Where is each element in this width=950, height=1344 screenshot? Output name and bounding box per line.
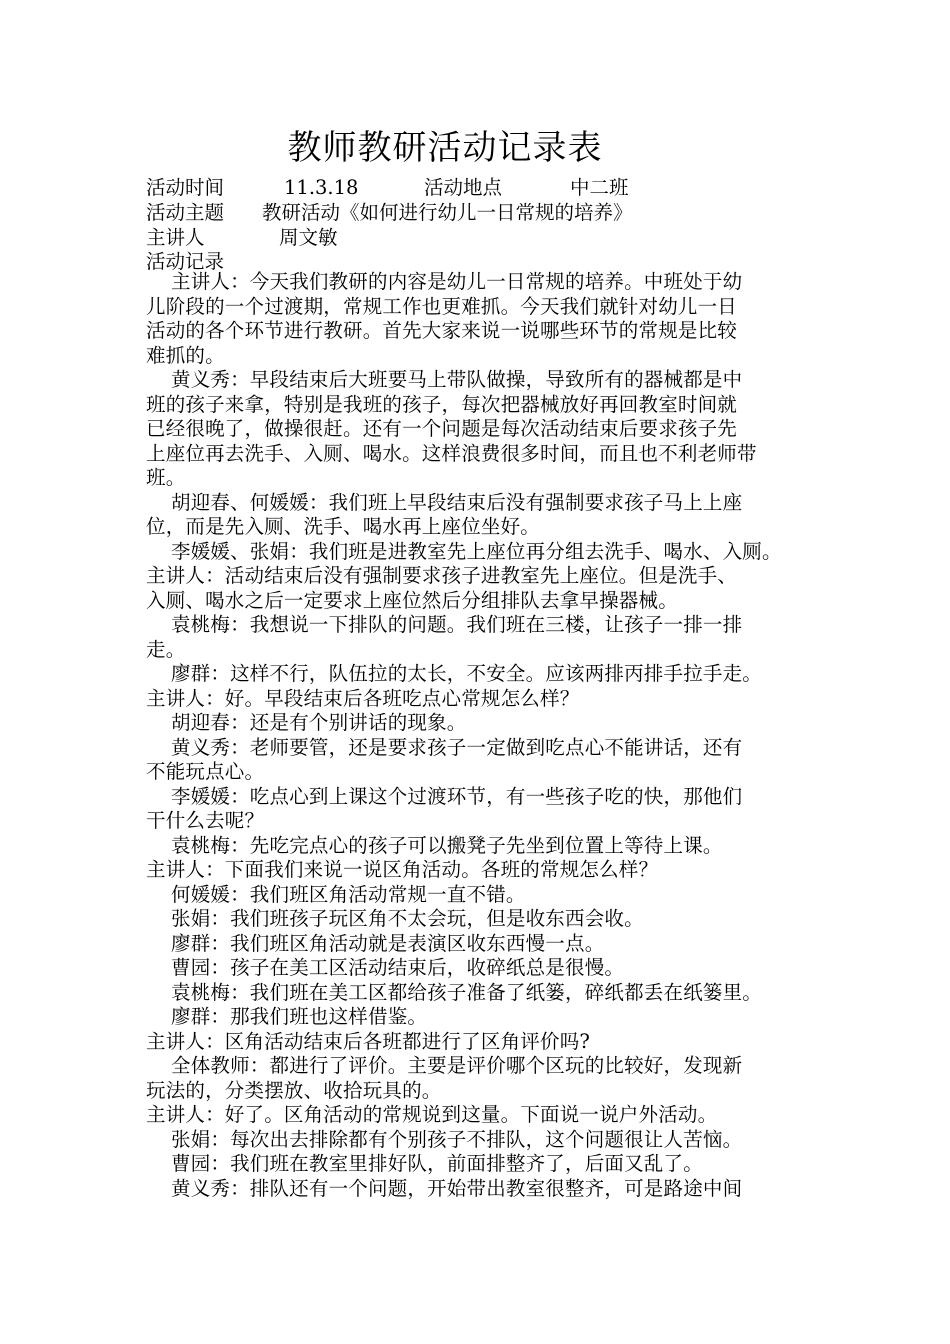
activity-place-value: 中二班 — [570, 176, 629, 199]
record-line: 主讲人：下面我们来说一说区角活动。各班的常规怎么样？ — [146, 858, 659, 881]
activity-time-label: 活动时间 — [146, 176, 225, 199]
record-line: 黄义秀：早段结束后大班要马上带队做操，导致所有的器械都是中 — [171, 368, 743, 391]
record-line: 廖群：我们班区角活动就是表演区收东西慢一点。 — [171, 931, 605, 955]
record-line: 何媛媛：我们班区角活动常规一直不错。 — [171, 882, 526, 906]
record-line: 班。 — [146, 466, 186, 489]
record-line: 难抓的。 — [146, 343, 225, 367]
record-line: 玩法的，分类摆放、收拾玩具的。 — [146, 1078, 442, 1102]
record-line: 已经很晚了，做操很赶。还有一个问题是每次活动结束后要求孩子先 — [146, 417, 738, 440]
speaker-label: 主讲人 — [146, 226, 205, 249]
record-line: 入厕、喝水之后一定要求上座位然后分组排队去拿早操器械。 — [146, 588, 678, 612]
record-label: 活动记录 — [146, 250, 225, 273]
record-line: 袁桃梅：我们班在美工区都给孩子准备了纸篓，碎纸都丢在纸篓里。 — [171, 980, 763, 1004]
document-title: 教师教研活动记录表 — [287, 128, 603, 168]
record-line: 走。 — [146, 637, 186, 661]
topic-row — [146, 200, 846, 225]
record-line: 班的孩子来拿，特别是我班的孩子，每次把器械放好再回教室时间就 — [146, 392, 738, 416]
record-line: 黄义秀：老师要管，还是要求孩子一定做到吃点心不能讲话，还有 — [171, 735, 743, 759]
record-line: 位，而是先入厕、洗手、喝水再上座位坐好。 — [146, 515, 541, 538]
speaker-row — [146, 225, 846, 250]
record-line: 张娟：我们班孩子玩区角不太会玩，但是收东西会收。 — [171, 907, 644, 930]
record-line: 不能玩点心。 — [146, 760, 265, 783]
record-line: 曹园：我们班在教室里排好队，前面排整齐了，后面又乱了。 — [171, 1152, 703, 1175]
record-line: 袁桃梅：先吃完点心的孩子可以搬凳子先坐到位置上等待上课。 — [171, 833, 723, 857]
record-line: 黄义秀：排队还有一个问题，开始带出教室很整齐，可是路途中间 — [171, 1176, 743, 1200]
record-line: 张娟：每次出去排除都有个别孩子不排队，这个问题很让人苦恼。 — [171, 1127, 743, 1151]
speaker-value: 周文敏 — [279, 226, 338, 249]
record-line: 主讲人：活动结束后没有强制要求孩子进教室先上座位。但是洗手、 — [146, 564, 738, 587]
record-line: 主讲人：今天我们教研的内容是幼儿一日常规的培养。中班处于幼 — [171, 270, 743, 293]
record-line: 廖群：这样不行，队伍拉的太长，不安全。应该两排丙排手拉手走。 — [171, 662, 763, 685]
topic-label: 活动主题 — [146, 201, 225, 224]
record-line: 全体教师：都进行了评价。主要是评价哪个区玩的比较好，发现新 — [171, 1054, 743, 1077]
record-line: 曹园：孩子在美工区活动结束后，收碎纸总是很慢。 — [171, 956, 625, 979]
record-line: 李媛媛：吃点心到上课这个过渡环节，有一些孩子吃的快，那他们 — [171, 784, 743, 808]
record-line: 儿阶段的一个过渡期，常规工作也更难抓。今天我们就针对幼儿一日 — [146, 294, 738, 318]
record-line: 主讲人：好。早段结束后各班吃点心常规怎么样？ — [146, 686, 580, 710]
record-line: 袁桃梅：我想说一下排队的问题。我们班在三楼，让孩子一排一排 — [171, 613, 743, 636]
record-line: 李媛媛、张娟：我们班是进教室先上座位再分组去洗手、喝水、入厕。 — [171, 539, 782, 563]
record-line: 干什么去呢？ — [146, 809, 265, 832]
record-line: 上座位再去洗手、入厕、喝水。这样浪费很多时间，而且也不利老师带 — [146, 441, 757, 465]
activity-info-row — [146, 175, 846, 200]
record-line: 胡迎春、何媛媛：我们班上早段结束后没有强制要求孩子马上上座 — [171, 490, 743, 514]
record-line: 廖群：那我们班也这样借鉴。 — [171, 1005, 428, 1028]
activity-place-label: 活动地点 — [424, 176, 503, 199]
activity-time-value: 11.3.18 — [284, 176, 359, 199]
record-line: 主讲人：区角活动结束后各班都进行了区角评价吗? — [146, 1029, 591, 1053]
record-line: 活动的各个环节进行教研。首先大家来说一说哪些环节的常规是比较 — [146, 319, 738, 342]
record-line: 主讲人：好了。区角活动的常规说到这量。下面说一说户外活动。 — [146, 1103, 718, 1126]
record-line: 胡迎春：还是有个别讲话的现象。 — [171, 711, 467, 734]
record-body — [146, 270, 826, 1201]
topic-value: 教研活动《如何进行幼儿一日常规的培养》 — [262, 201, 633, 224]
